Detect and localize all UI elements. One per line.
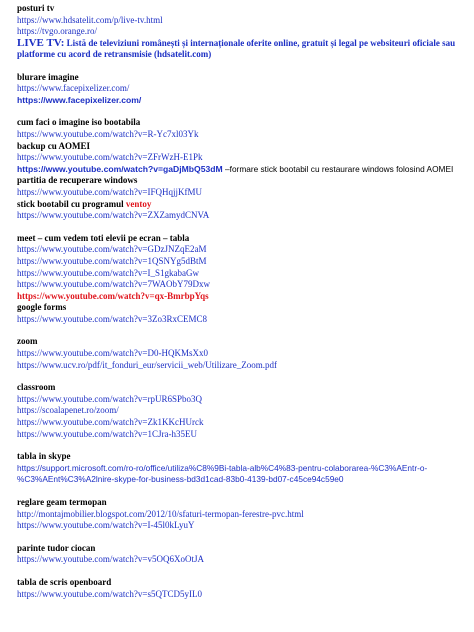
hyperlink[interactable]: https://www.youtube.com/watch?v=7WAObY79Dxw xyxy=(17,279,210,290)
section-heading: posturi tv xyxy=(17,3,55,13)
hyperlink[interactable]: https://www.youtube.com/watch?v=I-45l0kLyuY xyxy=(17,520,195,531)
hyperlink[interactable]: https://www.youtube.com/watch?v=1CJra-h35EU xyxy=(17,428,197,439)
hyperlink[interactable]: https://www.ucv.ro/pdf/it_fonduri_eur/servicii_web/Utilizare_Zoom.pdf xyxy=(17,359,278,370)
live-tv-lead: LIVE TV: xyxy=(17,36,65,49)
hyperlink[interactable]: https://www.youtube.com/watch?v=s5QTCD5yIL0 xyxy=(17,588,202,599)
hyperlink[interactable]: https://www.youtube.com/watch?v=3Zo3RxCEMC8 xyxy=(17,313,207,324)
ventoy-prefix: stick bootabil cu programul xyxy=(17,198,126,209)
hyperlink[interactable]: https://www.hdsatelit.com/p/live-tv.html xyxy=(17,14,163,25)
section-heading: tabla de scris openboard xyxy=(17,576,112,587)
section-heading: backup cu AOMEI xyxy=(17,140,91,151)
section-heading: blurare imagine xyxy=(17,71,79,82)
section-heading: meet – cum vedem toti elevii pe ecran – tabla xyxy=(17,232,190,243)
hyperlink-bold[interactable]: https://www.facepixelizer.com/ xyxy=(17,94,142,105)
stick-note: –formare stick bootabil cu restaurare windows folosind AOMEI xyxy=(222,163,454,174)
hyperlink[interactable]: https://www.youtube.com/watch?v=ZXZamydCNVA xyxy=(17,210,210,221)
hyperlink[interactable]: https://www.youtube.com/watch?v=rpUR6SPbo3Q xyxy=(17,393,202,404)
hyperlink[interactable]: https://www.youtube.com/watch?v=I_S1gkabaGw xyxy=(17,267,199,278)
hyperlink[interactable]: https://www.youtube.com/watch?v=1QSNYg5dBtM xyxy=(17,255,207,266)
hyperlink[interactable]: https://tvgo.orange.ro/ xyxy=(17,26,97,37)
hyperlink[interactable]: https://www.youtube.com/watch?v=D0-HQKMsXx0 xyxy=(17,348,208,359)
section-heading: cum faci o imagine iso bootabila xyxy=(17,117,141,128)
hyperlink[interactable]: http://montajmobilier.blogspot.com/2012/10/sfaturi-termopan-ferestre-pvc.html xyxy=(17,508,304,519)
hyperlink[interactable]: https://www.youtube.com/watch?v=v5OQ6XoOtJA xyxy=(17,554,204,565)
live-tv-text: Listă de televiziuni românești și internaționale oferite online, gratuit și legal pe websiteuri oficiale sau platforme cu acord de retransmisie (hdsatelit.com) xyxy=(17,37,456,60)
section-heading xyxy=(17,199,467,211)
hyperlink[interactable]: %C3%AEnt%C3%A2lnire-skype-for-business-bd3d1cad-83b0-4139-bd07-c45ce94c59e0 xyxy=(17,474,344,485)
ventoy-name: ventoy xyxy=(125,198,152,209)
hyperlink[interactable]: https://scoalapenet.ro/zoom/ xyxy=(17,405,119,416)
stick-line xyxy=(17,164,467,176)
live-tv-description[interactable] xyxy=(17,38,465,61)
hyperlink-red[interactable]: https://www.youtube.com/watch?v=qx-BmrbpYqs xyxy=(17,290,209,301)
section-heading: google forms xyxy=(17,302,67,313)
section-heading: reglare geam termopan xyxy=(17,497,107,507)
hyperlink[interactable]: https://www.youtube.com/watch?v=IFQHqjjKfMU xyxy=(17,186,202,197)
hyperlink[interactable]: https://www.youtube.com/watch?v=R-Yc7xl03Yk xyxy=(17,128,199,139)
section-heading: classroom xyxy=(17,382,56,393)
section-heading: tabla in skype xyxy=(17,451,71,462)
hyperlink[interactable]: https://www.facepixelizer.com/ xyxy=(17,83,130,94)
section-heading: partitia de recuperare windows xyxy=(17,175,138,186)
section-heading: parinte tudor ciocan xyxy=(17,542,96,553)
hyperlink[interactable]: https://www.youtube.com/watch?v=Zk1KKcHUrck xyxy=(17,417,204,428)
section-heading: zoom xyxy=(17,336,38,347)
hyperlink[interactable]: https://support.microsoft.com/ro-ro/office/utiliza%C8%9Bi-tabla-alb%C4%83-pentru-colaborarea-%C3%AEntr-o- xyxy=(17,462,428,473)
hyperlink-bold[interactable]: https://www.youtube.com/watch?v=gaDjMbQ53dM xyxy=(17,163,223,174)
hyperlink[interactable]: https://www.youtube.com/watch?v=GDzJNZqE2aM xyxy=(17,244,207,255)
hyperlink[interactable]: https://www.youtube.com/watch?v=ZFrWzH-E1Pk xyxy=(17,152,203,163)
